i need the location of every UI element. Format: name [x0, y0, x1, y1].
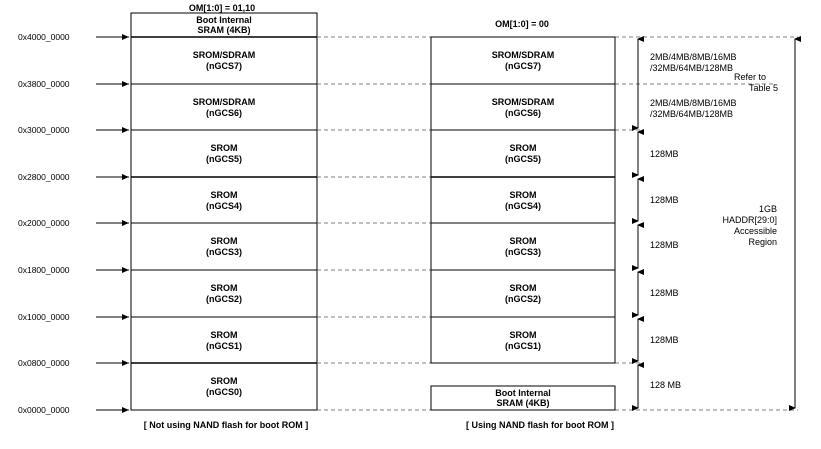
address-label: 0x0000_0000 [18, 405, 70, 415]
bank-name: SROM/SDRAM [491, 97, 555, 107]
address-label: 0x2000_0000 [18, 218, 70, 228]
refer-note: Table 5 [748, 83, 778, 93]
address-labels [18, 32, 70, 415]
bank-chip-select: (nGCS7) [206, 61, 242, 71]
bank-name: SROM/SDRAM [192, 50, 256, 60]
address-label: 0x3800_0000 [18, 79, 70, 89]
size-label: 2MB/4MB/8MB/16MB [650, 98, 737, 108]
bank-chip-select: (nGCS3) [505, 247, 541, 257]
address-label: 0x4000_0000 [18, 32, 70, 42]
size-label: 128MB [650, 149, 679, 159]
boot-sram-label: Boot Internal [495, 388, 551, 398]
address-label: 0x0800_0000 [18, 358, 70, 368]
bank-name: SROM [509, 143, 537, 153]
right-caption: [ Using NAND flash for boot ROM ] [466, 420, 614, 430]
bank-name: SROM [210, 330, 238, 340]
bank-name: SROM [210, 376, 238, 386]
total-size: 1GB [758, 204, 777, 214]
bank-chip-select: (nGCS1) [505, 341, 541, 351]
bank-chip-select: (nGCS4) [206, 201, 242, 211]
left-caption: [ Not using NAND flash for boot ROM ] [143, 420, 309, 430]
right-bank-frame [431, 37, 615, 363]
bank-chip-select: (nGCS3) [206, 247, 242, 257]
right-map-title: OM[1:0] = 00 [495, 19, 549, 29]
bank-chip-select: (nGCS2) [505, 294, 541, 304]
size-label: 128 MB [650, 380, 682, 390]
bank-name: SROM/SDRAM [192, 97, 256, 107]
size-label: 128MB [650, 335, 679, 345]
bank-name: SROM [509, 190, 537, 200]
bank-chip-select: (nGCS5) [505, 154, 541, 164]
address-label: 0x2800_0000 [18, 172, 70, 182]
bank-chip-select: (nGCS1) [206, 341, 242, 351]
bank-name: SROM [509, 283, 537, 293]
bank-name: SROM [210, 190, 238, 200]
size-label: /32MB/64MB/128MB [650, 109, 734, 119]
bank-name: SROM [210, 143, 238, 153]
bank-name: SROM [509, 236, 537, 246]
total-address-bus: HADDR[29:0] [722, 215, 777, 225]
bank-chip-select: (nGCS5) [206, 154, 242, 164]
boot-sram-label: SRAM (4KB) [197, 25, 251, 35]
total-description: Region [748, 237, 777, 247]
bank-chip-select: (nGCS6) [206, 108, 242, 118]
bank-chip-select: (nGCS2) [206, 294, 242, 304]
bank-name: SROM/SDRAM [491, 50, 555, 60]
bank-name: SROM [210, 236, 238, 246]
bank-chip-select: (nGCS0) [206, 387, 242, 397]
bank-chip-select: (nGCS7) [505, 61, 541, 71]
left-map-title: OM[1:0] = 01,10 [188, 3, 256, 13]
address-label: 0x1000_0000 [18, 312, 70, 322]
boot-sram-label: Boot Internal [196, 15, 252, 25]
size-label: 128MB [650, 195, 679, 205]
size-label: /32MB/64MB/128MB [650, 63, 734, 73]
size-label: 128MB [650, 288, 679, 298]
address-label: 0x3000_0000 [18, 125, 70, 135]
address-label: 0x1800_0000 [18, 265, 70, 275]
size-label: 128MB [650, 240, 679, 250]
bank-name: SROM [210, 283, 238, 293]
address-arrows [96, 37, 129, 410]
total-description: Accessible [733, 226, 777, 236]
bank-chip-select: (nGCS6) [505, 108, 541, 118]
total-region-label [722, 204, 777, 247]
size-label: 2MB/4MB/8MB/16MB [650, 52, 737, 62]
bank-name: SROM [509, 330, 537, 340]
right-memory-column [431, 37, 615, 410]
bank-chip-select: (nGCS4) [505, 201, 541, 211]
refer-note: Refer to [733, 72, 766, 82]
boot-sram-label: SRAM (4KB) [496, 398, 550, 408]
left-memory-column [131, 13, 317, 410]
